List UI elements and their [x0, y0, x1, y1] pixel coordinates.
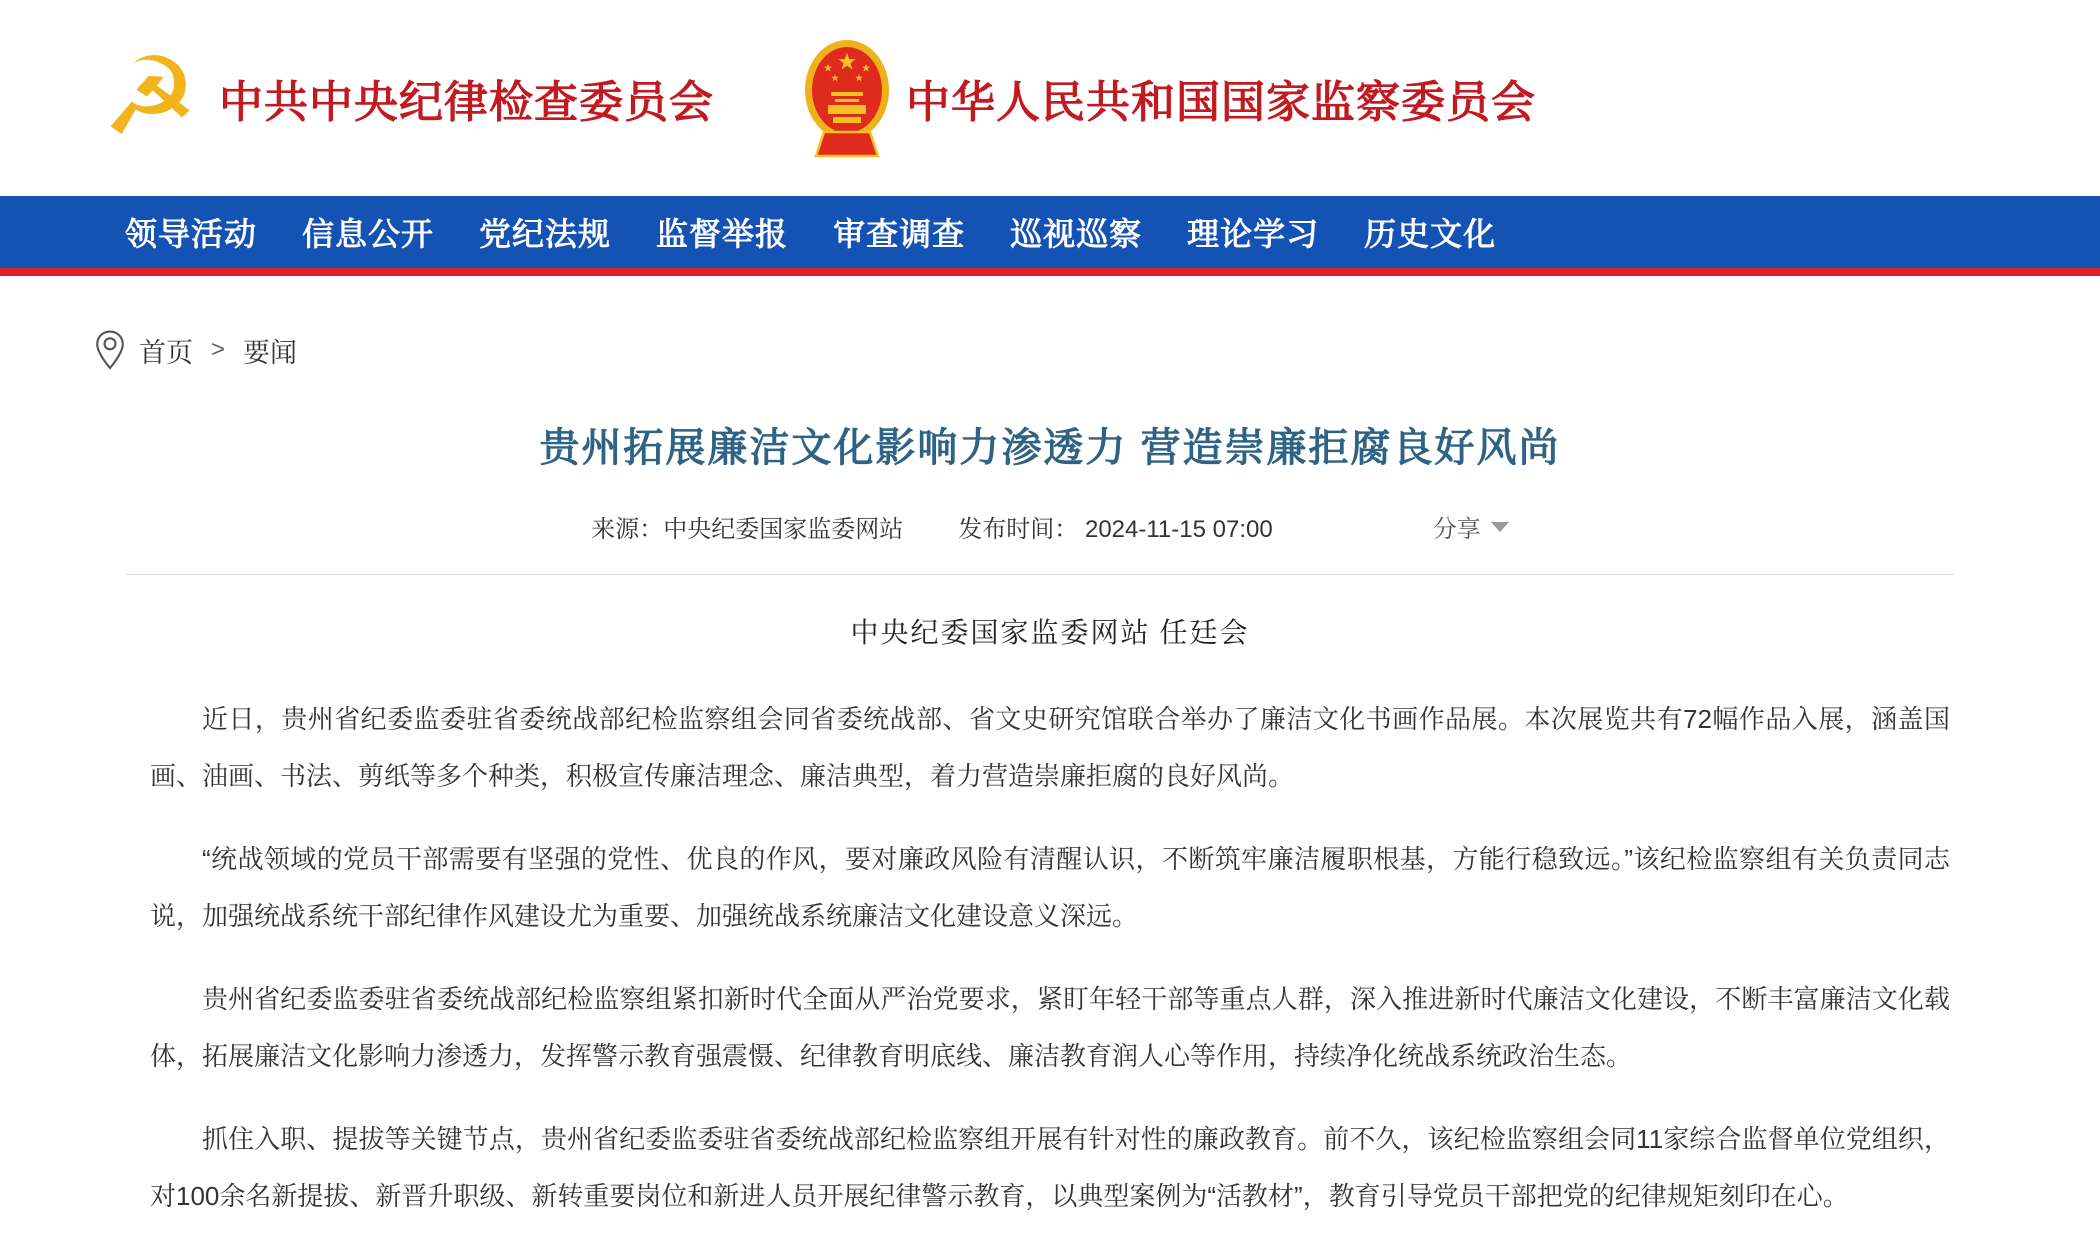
share-button[interactable] — [1433, 509, 1509, 544]
nav-item-history[interactable]: 历史文化 — [1364, 216, 1497, 252]
chevron-down-icon — [1491, 522, 1509, 532]
breadcrumb — [95, 330, 2100, 370]
source-value: 中央纪委国家监委网站 — [663, 516, 904, 543]
time-value: 2024-11-15 07:00 — [1084, 516, 1273, 543]
party-emblem-icon: ☭ — [101, 35, 199, 160]
source-label: 来源： — [591, 516, 664, 543]
article-paragraph: 近日，贵州省纪委监委驻省委统战部纪检监察组会同省委统战部、省文史研究馆联合举办了廉洁文化书画作品展。本次展览共有72幅作品入展，涵盖国画、油画、书法、剪纸等多个种类，积极宣传廉洁理念、廉洁典型，着力营造崇廉拒腐的良好风尚。 — [150, 704, 1950, 791]
nav-item-investigate[interactable]: 审查调查 — [833, 216, 966, 252]
nav-item-info[interactable]: 信息公开 — [302, 216, 435, 252]
meta-divider — [125, 574, 1955, 575]
article-title: 贵州拓展廉洁文化影响力渗透力 营造崇廉拒腐良好风尚 — [539, 426, 1561, 470]
nav-item-theory[interactable]: 理论学习 — [1187, 216, 1320, 252]
nsc-logo-text: 中华人民共和国国家监察委员会 — [906, 78, 1536, 127]
red-stripe-divider — [0, 268, 2100, 276]
time-label: 发布时间： — [958, 516, 1079, 543]
breadcrumb-current-link[interactable]: 要闻 — [243, 337, 298, 368]
breadcrumb-home-link[interactable]: 首页 — [139, 337, 193, 368]
article-body — [0, 691, 2100, 1225]
share-label: 分享 — [1432, 516, 1481, 543]
location-pin-icon — [95, 330, 125, 370]
main-nav — [0, 196, 2100, 268]
article-paragraph: “统战领域的党员干部需要有坚强的党性、优良的作风，要对廉政风险有清醒认识，不断筑牢廉洁履职根基，方能行稳致远。”该纪检监察组有关负责同志说，加强统战系统干部纪律作风建设尤为重要、加强统战系统廉洁文化建设意义深远。 — [150, 844, 1950, 931]
article-paragraph: 抓住入职、提拔等关键节点，贵州省纪委监委驻省委统战部纪检监察组开展有针对性的廉政教育。前不久，该纪检监察组会同11家综合监督单位党组织，对100余名新提拔、新晋升职级、新转重要岗位和新进人员开展纪律警示教育，以典型案例为“活教材”，教育引导党员干部把党的纪律规矩刻印在心。 — [150, 1124, 1950, 1211]
nav-item-leadership[interactable]: 领导活动 — [125, 216, 258, 252]
nav-item-regulations[interactable]: 党纪法规 — [479, 216, 612, 252]
nav-item-inspection[interactable]: 巡视巡察 — [1010, 216, 1143, 252]
article-source — [591, 509, 903, 544]
nsc-logo[interactable] — [802, 38, 1536, 158]
ccdi-logo-text: 中共中央纪律检查委员会 — [219, 78, 714, 127]
site-header — [0, 0, 2100, 196]
breadcrumb-separator: > — [211, 336, 226, 363]
article-paragraph: 贵州省纪委监委驻省委统战部纪检监察组紧扣新时代全面从严治党要求，紧盯年轻干部等重点人群，深入推进新时代廉洁文化建设，不断丰富廉洁文化载体，拓展廉洁文化影响力渗透力，发挥警示教育强震慑、纪律教育明底线、廉洁教育润人心等作用，持续净化统战系统政治生态。 — [150, 984, 1950, 1071]
nav-item-report[interactable]: 监督举报 — [656, 216, 789, 252]
article-publish-time — [958, 509, 1272, 544]
article-meta — [0, 509, 2100, 544]
national-emblem-icon — [802, 38, 892, 158]
article-page — [0, 330, 2100, 1225]
ccdi-logo[interactable] — [95, 35, 714, 160]
article-byline: 中央纪委国家监委网站 任廷会 — [850, 618, 1250, 649]
